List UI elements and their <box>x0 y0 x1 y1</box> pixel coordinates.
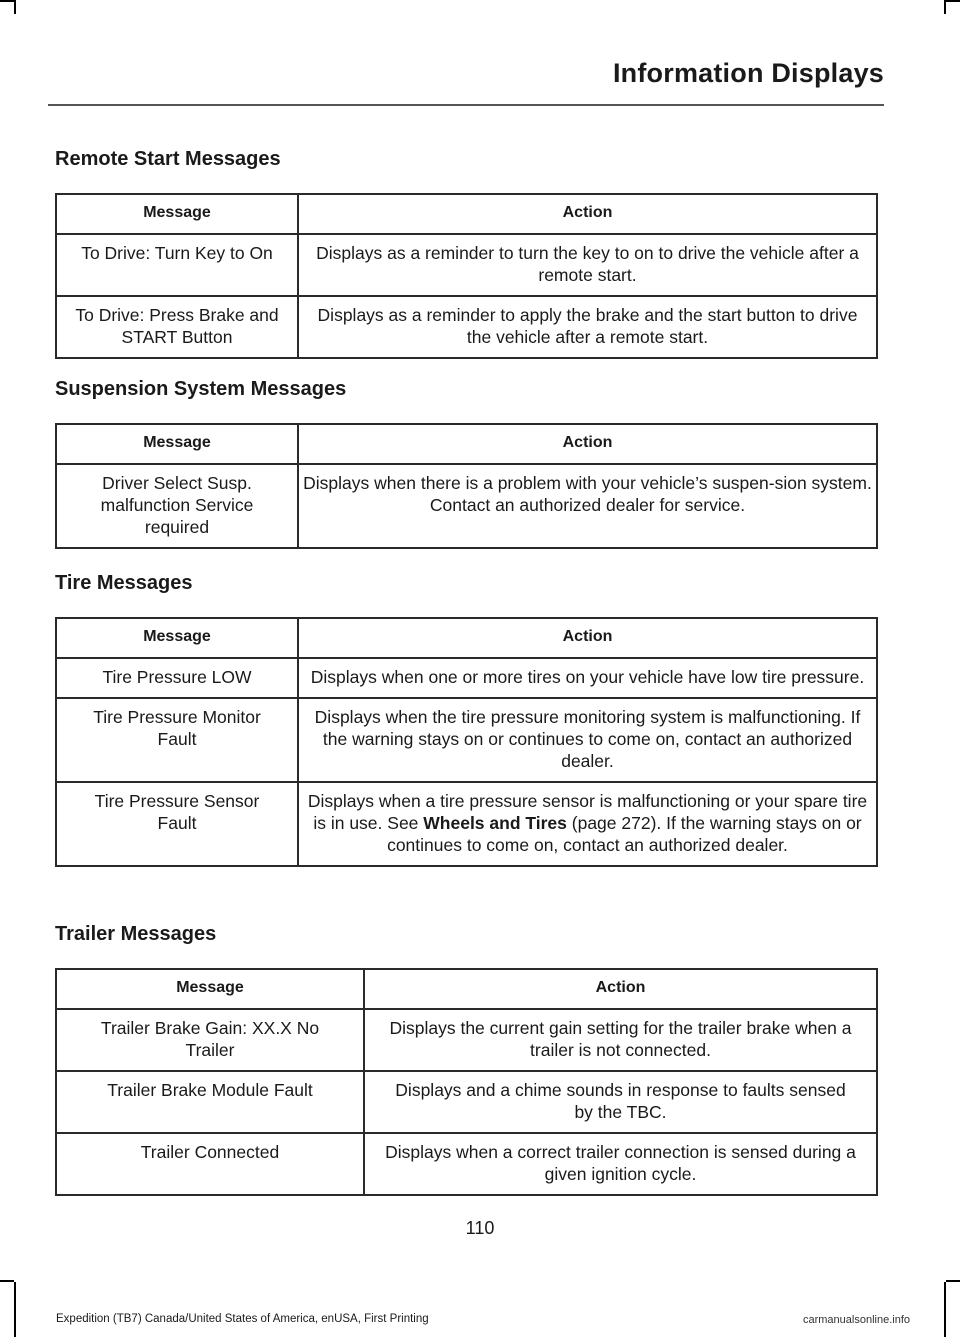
table-row <box>56 782 877 866</box>
crop-mark <box>944 0 946 14</box>
action-cell <box>298 782 877 866</box>
suspension-section <box>55 378 878 549</box>
table-header-row <box>56 969 877 1009</box>
message-cell: Trailer Brake Gain: XX.X No Trailer <box>56 1009 364 1071</box>
action-cell: Displays the current gain setting for the trailer brake when a trailer is not connected. <box>364 1009 877 1071</box>
tire-table <box>55 617 878 867</box>
table-row <box>56 698 877 782</box>
action-cell: Displays when one or more tires on your vehicle have low tire pressure. <box>298 658 877 698</box>
action-cell: Displays when there is a problem with your vehicle’s suspen-sion system. Contact an authorized dealer for service. <box>298 464 877 548</box>
table-row <box>56 464 877 548</box>
table-row <box>56 1071 877 1133</box>
action-text: Displays when a tire pressure sensor is malfunctioning or your spare tire is in use. See <box>307 791 868 833</box>
message-cell: To Drive: Turn Key to On <box>56 234 298 296</box>
action-cell: Displays as a reminder to turn the key to on to drive the vehicle after a remote start. <box>298 234 877 296</box>
message-cell: Tire Pressure Monitor Fault <box>56 698 298 782</box>
page-number: 110 <box>465 1218 495 1238</box>
table-header-row <box>56 194 877 234</box>
table-header-row <box>56 618 877 658</box>
trailer-section <box>55 923 878 1196</box>
crop-mark <box>14 1282 16 1337</box>
trailer-table <box>55 968 878 1196</box>
crop-mark <box>0 1280 14 1282</box>
action-cell: Displays when the tire pressure monitoring system is malfunctioning. If the warning stays on or continues to come on, contact an authorized dealer. <box>298 698 877 782</box>
column-header-message: Message <box>56 194 298 234</box>
table-row <box>56 234 877 296</box>
crop-mark <box>14 0 16 14</box>
wheels-and-tires-link[interactable]: Wheels and Tires <box>423 813 567 833</box>
message-cell: Tire Pressure LOW <box>56 658 298 698</box>
footer-text: Expedition (TB7) Canada/United States of America, enUSA, First Printing <box>56 1313 429 1325</box>
message-cell: Driver Select Susp. malfunction Service required <box>56 464 298 548</box>
crop-mark <box>0 0 14 2</box>
message-cell: Trailer Brake Module Fault <box>56 1071 364 1133</box>
message-cell: Trailer Connected <box>56 1133 364 1195</box>
table-header-row <box>56 424 877 464</box>
column-header-action: Action <box>298 194 877 234</box>
action-text: (page 272). If the warning stays on or continues to come on, contact an authorized dealer. <box>387 813 862 855</box>
crop-mark <box>944 1282 946 1337</box>
page-title: Information Displays <box>612 58 884 88</box>
message-cell: Tire Pressure Sensor Fault <box>56 782 298 866</box>
remote-start-table <box>55 193 878 359</box>
section-heading: Remote Start Messages <box>55 148 281 170</box>
column-header-message: Message <box>56 969 364 1009</box>
table-row <box>56 1009 877 1071</box>
suspension-table <box>55 423 878 549</box>
tire-section <box>55 572 878 867</box>
crop-mark <box>946 1280 960 1282</box>
watermark: carmanualsonline.info <box>802 1314 910 1326</box>
remote-start-section <box>55 148 878 359</box>
column-header-action: Action <box>298 618 877 658</box>
crop-mark <box>946 0 960 2</box>
header-rule <box>48 104 884 106</box>
action-cell: Displays when a correct trailer connection is sensed during a given ignition cycle. <box>364 1133 877 1195</box>
action-cell: Displays and a chime sounds in response to faults sensed by the TBC. <box>364 1071 877 1133</box>
column-header-message: Message <box>56 618 298 658</box>
column-header-action: Action <box>364 969 877 1009</box>
section-heading: Suspension System Messages <box>55 378 347 400</box>
section-heading: Trailer Messages <box>55 923 217 945</box>
message-cell: To Drive: Press Brake and START Button <box>56 296 298 358</box>
action-cell: Displays as a reminder to apply the brake and the start button to drive the vehicle after a remote start. <box>298 296 877 358</box>
section-heading: Tire Messages <box>55 572 193 594</box>
column-header-message: Message <box>56 424 298 464</box>
table-row <box>56 658 877 698</box>
table-row <box>56 1133 877 1195</box>
column-header-action: Action <box>298 424 877 464</box>
table-row <box>56 296 877 358</box>
